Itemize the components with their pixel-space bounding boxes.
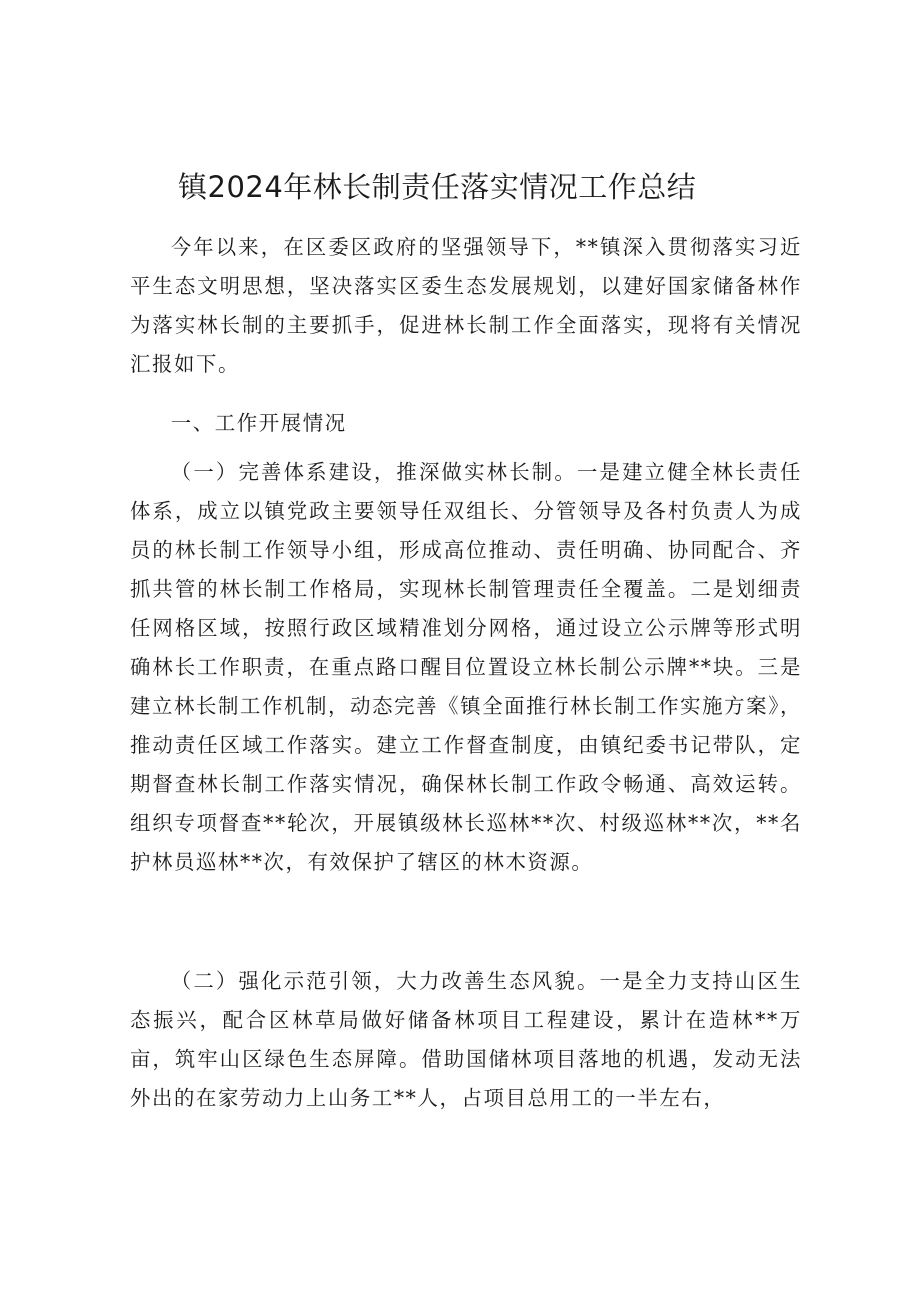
paragraph-item-1: （一）完善体系建设，推深做实林长制。一是建立健全林长责任体系，成立以镇党政主要领导任双组长、分管领导及各村负责人为成员的林长制工作领导小组，形成高位推动、责任明确、协同配合、齐抓共管的林长制工作格局，实现林长制管理责任全覆盖。二是划细责任网格区域，按照行政区域精准划分网格，通过设立公示牌等形式明确林长工作职责，在重点路口醒目位置设立林长制公示牌**块。三是建立林长制工作机制，动态完善《镇全面推行林长制工作实施方案》，推动责任区域工作落实。建立工作督查制度，由镇纪委书记带队，定期督查林长制工作落实情况，确保林长制工作政令畅通、高效运转。组织专项督查**轮次，开展镇级林长巡林**次、村级巡林**次，**名护林员巡林**次，有效保护了辖区的林木资源。 — [130, 460, 802, 874]
document-title: 镇2024年林长制责任落实情况工作总结 — [178, 170, 697, 204]
section-heading: 一、工作开展情况 — [170, 411, 347, 435]
paragraph-item-2: （二）强化示范引领，大力改善生态风貌。一是全力支持山区生态振兴，配合区林草局做好储备林项目工程建设，累计在造林**万亩，筑牢山区绿色生态屏障。借助国储林项目落地的机遇，发动无法外出的在家劳动力上山务工**人，占项目总用工的一半左右， — [130, 969, 802, 1110]
intro-paragraph: 今年以来，在区委区政府的坚强领导下，**镇深入贯彻落实习近平生态文明思想，坚决落实区委生态发展规划，以建好国家储备林作为落实林长制的主要抓手，促进林长制工作全面落实，现将有关情况汇报如下。 — [130, 235, 802, 376]
